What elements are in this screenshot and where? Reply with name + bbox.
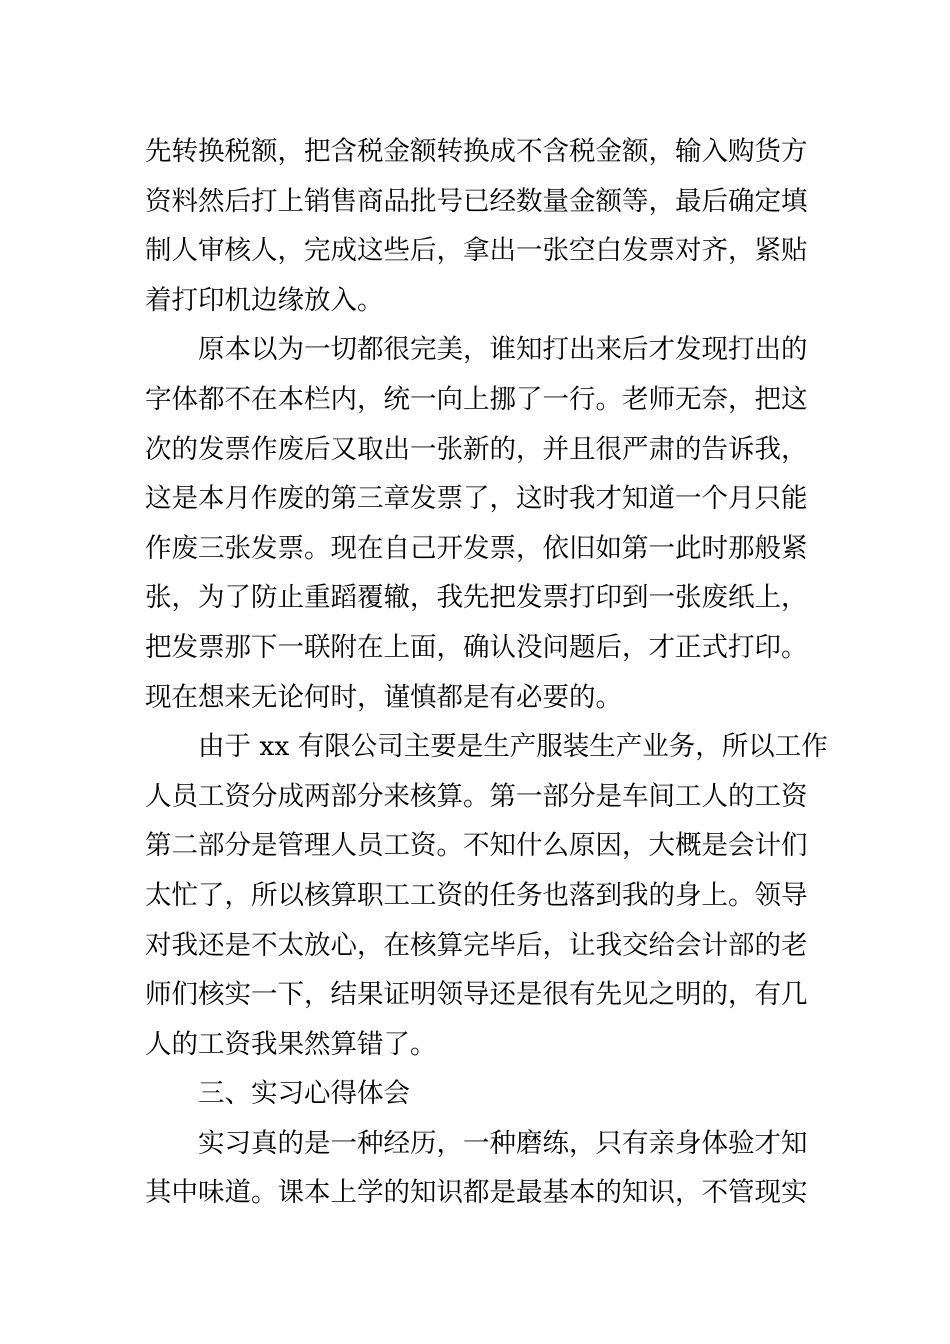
text-line: 其中味道。课本上学的知识都是最基本的知识，不管现实 (145, 1177, 808, 1209)
paragraph-invoice-void (145, 325, 813, 722)
text-line: 人员工资分成两部分来核算。第一部分是车间工人的工资 (145, 780, 808, 812)
text-line: 太忙了，所以核算职工工资的任务也落到我的身上。领导 (145, 879, 808, 911)
text-line: 第二部分是管理人员工资。不知什么原因，大概是会计们 (145, 830, 808, 862)
paragraph-invoice-printing (145, 127, 813, 325)
text-line: 资料然后打上销售商品批号已经数量金额等，最后确定填 (145, 185, 808, 217)
text-line: 对我还是不太放心，在核算完毕后，让我交给会计部的老 (145, 929, 808, 961)
text-line: 实习真的是一种经历，一种磨练，只有亲身体验才知 (198, 1127, 808, 1159)
text-line: 作废三张发票。现在自己开发票，依旧如第一此时那般紧 (145, 532, 808, 564)
section-heading-text: 三、实习心得体会 (198, 1078, 410, 1110)
document-body (145, 127, 828, 1218)
text-line: 把发票那下一联附在上面，确认没问题后，才正式打印。 (145, 631, 808, 663)
text-line: 张，为了防止重蹈覆辙，我先把发票打印到一张废纸上， (145, 582, 808, 614)
text-line: 这是本月作废的第三章发票了，这时我才知道一个月只能 (145, 483, 808, 515)
text-line: 制人审核人，完成这些后，拿出一张空白发票对齐，紧贴 (145, 235, 808, 267)
text-line: 着打印机边缘放入。 (145, 284, 384, 316)
text-line: 先转换税额，把含税金额转换成不含税金额，输入购货方 (145, 136, 808, 167)
text-line: 师们核实一下，结果证明领导还是很有先见之明的，有几 (145, 979, 808, 1011)
text-line: 现在想来无论何时，谨慎都是有必要的。 (145, 681, 622, 713)
text-line: 字体都不在本栏内，统一向上挪了一行。老师无奈，把这 (145, 383, 808, 415)
text-line: 人的工资我果然算错了。 (145, 1028, 437, 1060)
paragraph-payroll (145, 722, 828, 1069)
text-line: 次的发票作废后又取出一张新的，并且很严肃的告诉我， (145, 433, 808, 465)
text-line: 由于 xx 有限公司主要是生产服装生产业务，所以工作 (198, 731, 828, 763)
section-heading (145, 1069, 813, 1119)
text-line: 原本以为一切都很完美，谁知打出来后才发现打出的 (198, 334, 808, 366)
paragraph-internship-reflection (145, 1119, 813, 1218)
